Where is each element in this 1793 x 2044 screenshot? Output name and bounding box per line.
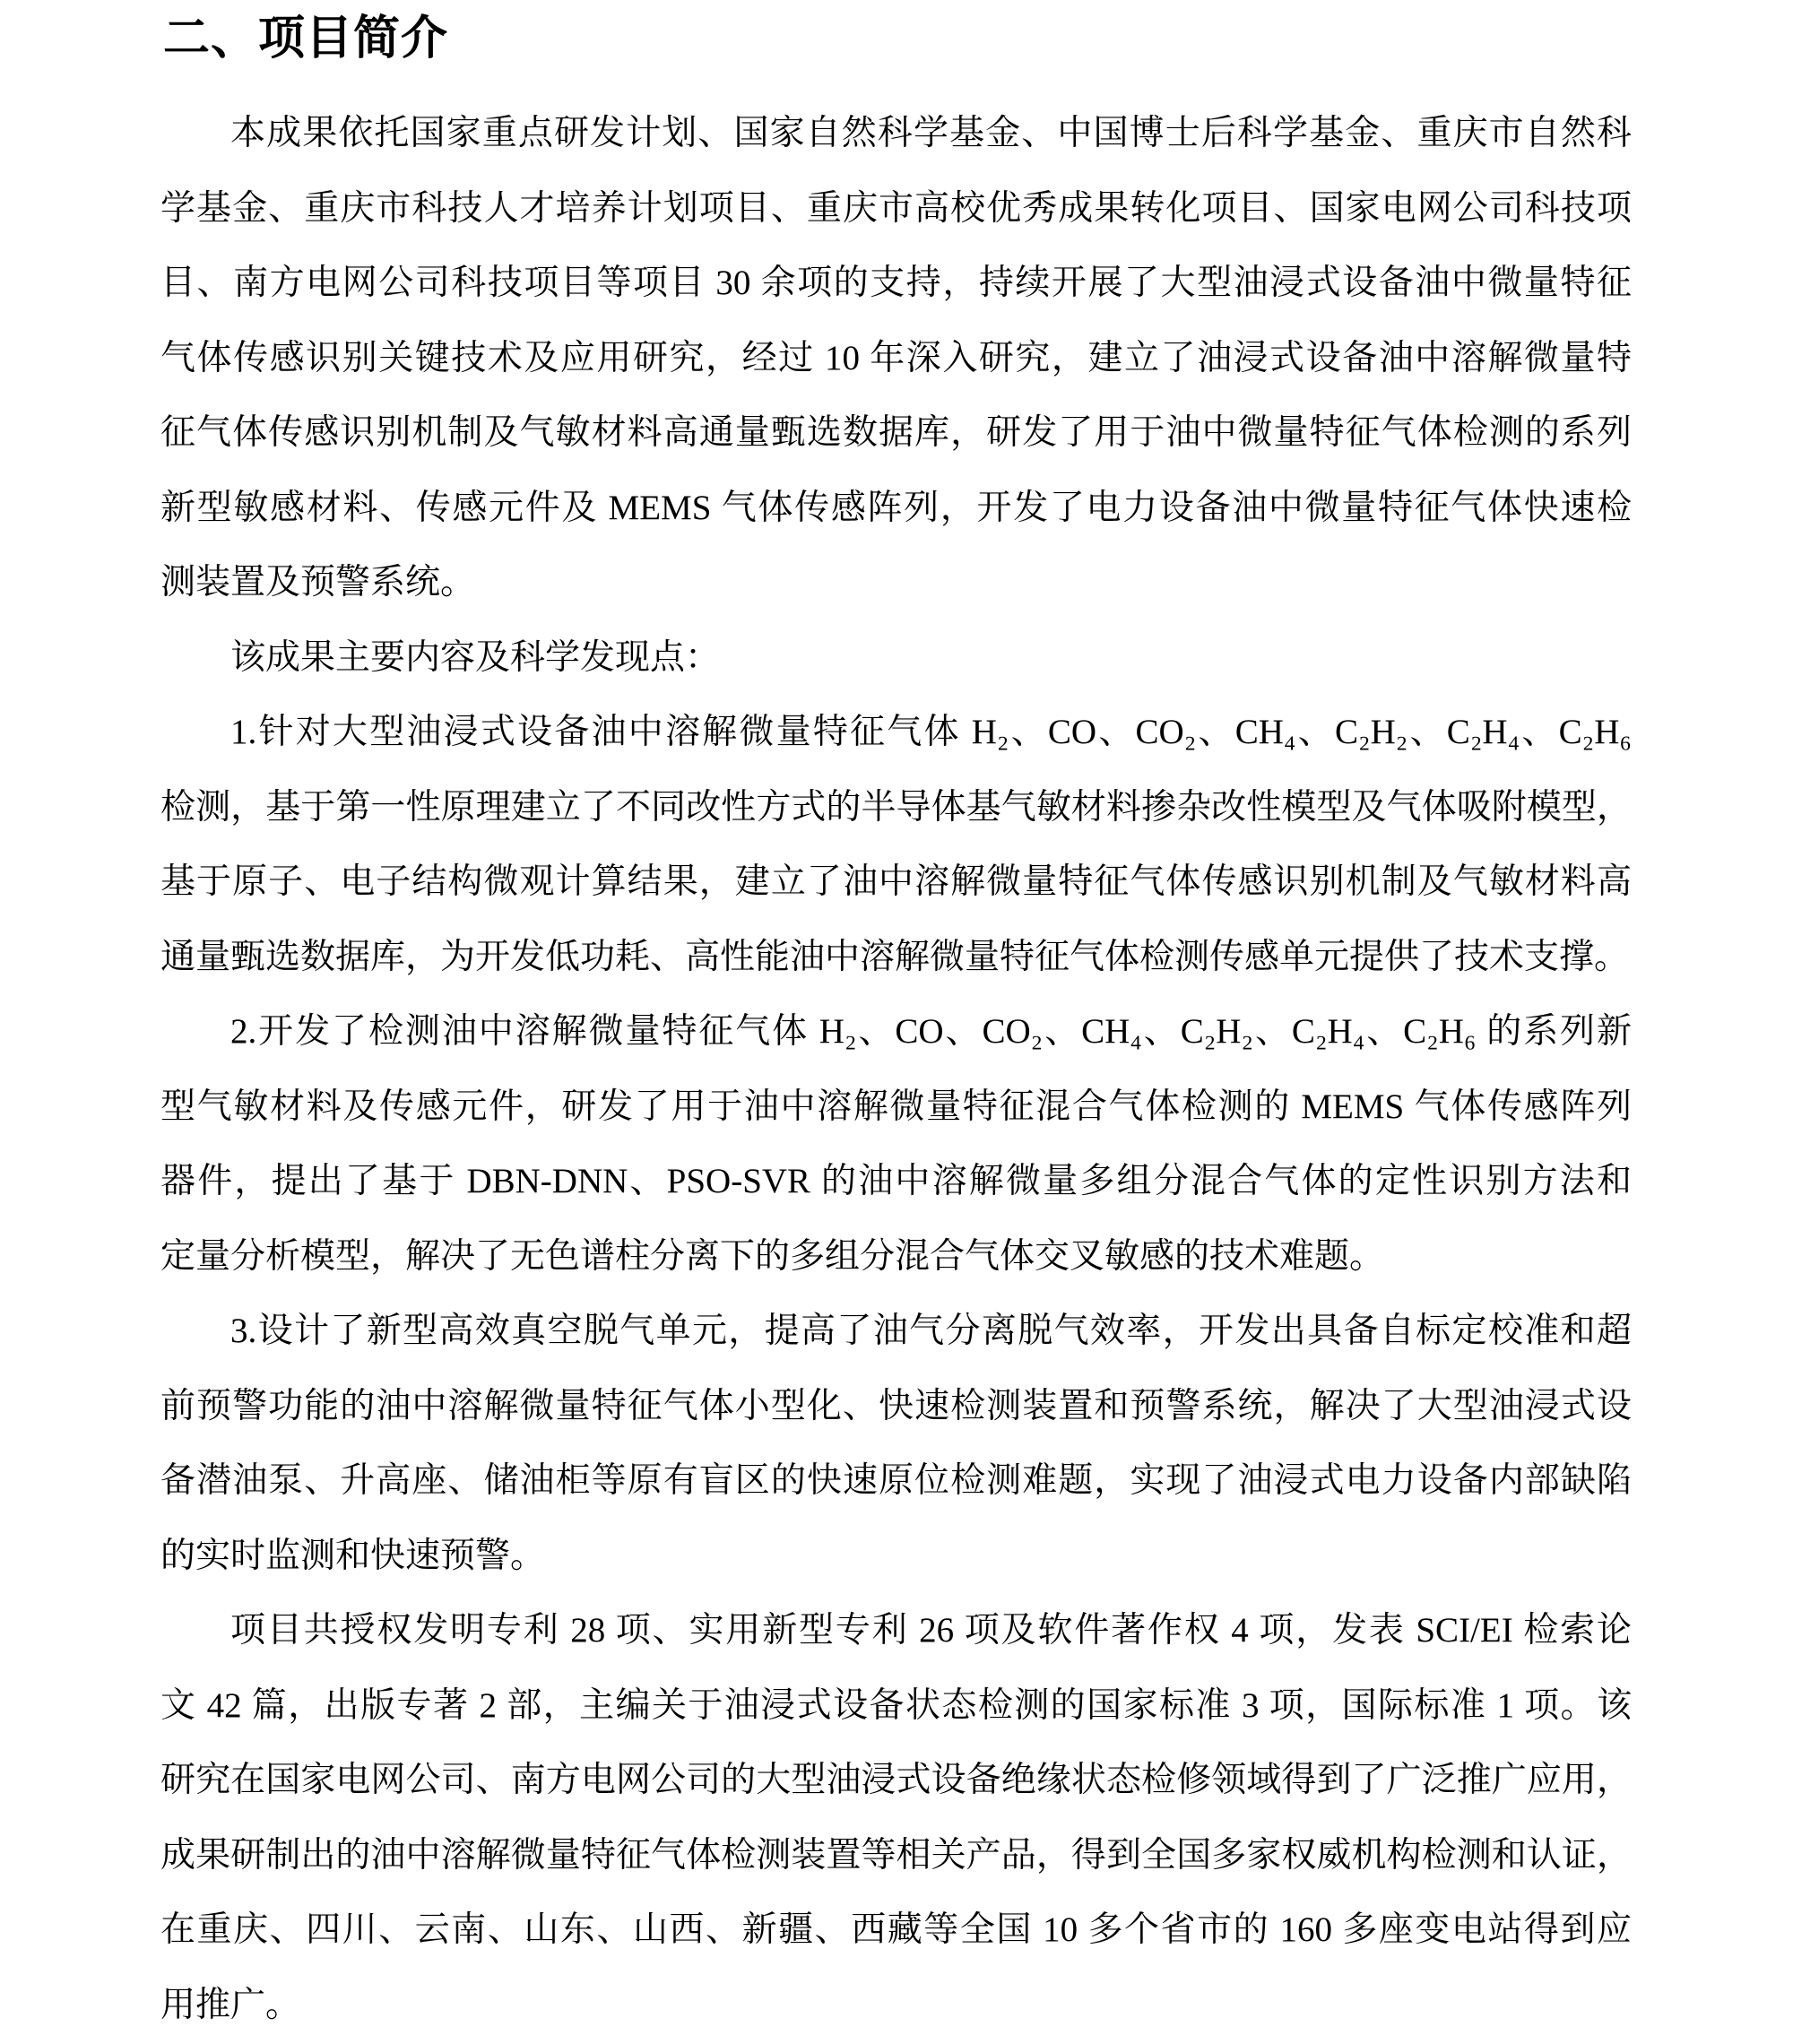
paragraph-line: 3.设计了新型高效真空脱气单元，提高了油气分离脱气效率，开发出具备自标定校准和超	[230, 1312, 1632, 1350]
paragraph-line: 研究在国家电网公司、南方电网公司的大型油浸式设备绝缘状态检修领域得到了广泛推广应用，	[160, 1761, 1632, 1799]
paragraph-line: 用推广。	[160, 1985, 301, 2024]
paragraph-line: 成果研制出的油中溶解微量特征气体检测装置等相关产品，得到全国多家权威机构检测和认证，	[160, 1835, 1632, 1875]
paragraph-line: 测装置及预警系统。	[160, 563, 476, 602]
paragraph-line: 新型敏感材料、传感元件及 MEMS 气体传感阵列，开发了电力设备油中微量特征气体快速检	[160, 488, 1632, 527]
paragraph-line: 文 42 篇，出版专著 2 部，主编关于油浸式设备状态检测的国家标准 3 项，国际标准 1 项。该	[160, 1685, 1632, 1725]
paragraph-line: 基于原子、电子结构微观计算结果，建立了油中溶解微量特征气体传感识别机制及气敏材料高	[160, 862, 1632, 901]
paragraph-line: 的实时监测和快速预警。	[160, 1536, 546, 1575]
paragraph-line: 目、南方电网公司科技项目等项目 30 余项的支持，持续开展了大型油浸式设备油中微量特征	[160, 264, 1632, 302]
paragraph-line: 型气敏材料及传感元件，研发了用于油中溶解微量特征混合气体检测的 MEMS 气体传感阵列	[160, 1087, 1632, 1126]
paragraph-line: 器件，提出了基于 DBN-DNN、PSO-SVR 的油中溶解微量多组分混合气体的定性识别方法和	[160, 1162, 1632, 1200]
paragraph-line: 征气体传感识别机制及气敏材料高通量甄选数据库，研发了用于油中微量特征气体检测的系列	[160, 413, 1632, 452]
section-heading: 二、项目简介	[163, 13, 449, 65]
paragraph-line: 本成果依托国家重点研发计划、国家自然科学基金、中国博士后科学基金、重庆市自然科	[230, 114, 1632, 152]
paragraph-line: 在重庆、四川、云南、山东、山西、新疆、西藏等全国 10 多个省市的 160 多座变电站得到应	[160, 1910, 1632, 1949]
paragraph-line: 气体传感识别关键技术及应用研究，经过 10 年深入研究，建立了油浸式设备油中溶解微量特	[160, 338, 1632, 377]
paragraph-line: 定量分析模型，解决了无色谱柱分离下的多组分混合气体交叉敏感的技术难题。	[160, 1236, 1385, 1276]
paragraph-line: 通量甄选数据库，为开发低功耗、高性能油中溶解微量特征气体检测传感单元提供了技术支撑。	[160, 937, 1630, 976]
paragraph-line: 2.开发了检测油中溶解微量特征气体 H₂、CO、CO₂、CH₄、C₂H₂、C₂H₄、C₂H₆ 的系列新	[230, 1012, 1632, 1051]
paragraph-line: 前预警功能的油中溶解微量特征气体小型化、快速检测装置和预警系统，解决了大型油浸式设	[160, 1386, 1632, 1425]
document-body	[160, 96, 1632, 2042]
paragraph-line: 该成果主要内容及科学发现点：	[230, 637, 721, 677]
paragraph-line: 备潜油泵、升高座、储油柜等原有盲区的快速原位检测难题，实现了油浸式电力设备内部缺陷	[160, 1461, 1632, 1500]
paragraph-line: 项目共授权发明专利 28 项、实用新型专利 26 项及软件著作权 4 项，发表 SCI/EI 检索论	[230, 1611, 1632, 1650]
paragraph-line: 1.针对大型油浸式设备油中溶解微量特征气体 H₂、CO、CO₂、CH₄、C₂H₂、C₂H₄、C₂H₆	[230, 713, 1632, 751]
paragraph-line: 检测，基于第一性原理建立了不同改性方式的半导体基气敏材料掺杂改性模型及气体吸附模型，	[160, 787, 1632, 827]
paragraph-line: 学基金、重庆市科技人才培养计划项目、重庆市高校优秀成果转化项目、国家电网公司科技项	[160, 188, 1632, 228]
